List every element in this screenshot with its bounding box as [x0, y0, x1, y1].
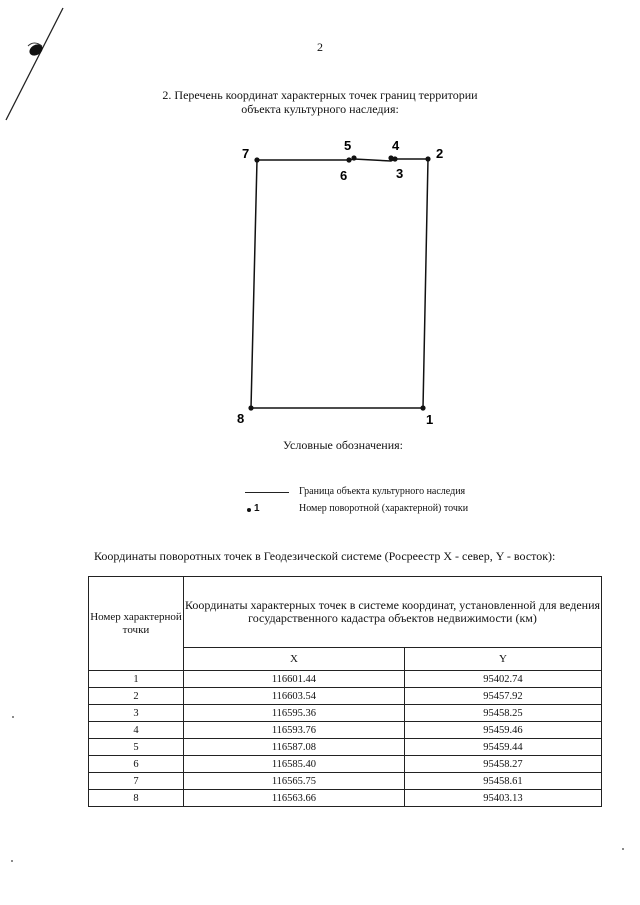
- row-number: 2: [89, 688, 184, 705]
- table-row: [89, 739, 602, 756]
- boundary-scheme: [230, 138, 450, 428]
- section-title: [120, 88, 520, 116]
- row-y: 95457.92: [404, 688, 601, 705]
- row-y: 95458.27: [404, 756, 601, 773]
- row-x: 116565.75: [184, 773, 405, 790]
- row-x: 116563.66: [184, 790, 405, 807]
- section-title-line2: объекта культурного наследия:: [241, 102, 399, 116]
- coordinates-table: [88, 576, 602, 807]
- point-5-label: 5: [344, 138, 352, 153]
- point-8-marker: [248, 405, 253, 410]
- row-y: 95403.13: [404, 790, 601, 807]
- row-number: 3: [89, 705, 184, 722]
- row-number: 7: [89, 773, 184, 790]
- legend-point-row: [245, 503, 505, 517]
- point-4-marker: [388, 155, 393, 160]
- row-y: 95458.61: [404, 773, 601, 790]
- point-7-marker: [254, 157, 259, 162]
- boundary-line: [251, 159, 428, 408]
- point-1-marker: [420, 405, 425, 410]
- row-x: 116587.08: [184, 739, 405, 756]
- row-number: 6: [89, 756, 184, 773]
- scan-speck: [622, 848, 624, 850]
- row-y: 95458.25: [404, 705, 601, 722]
- point-3-label: 3: [396, 166, 404, 181]
- legend-point-label: Номер поворотной (характерной) точки: [299, 503, 469, 514]
- scan-speck: [12, 716, 14, 718]
- page-number: 2: [317, 40, 323, 54]
- table-row: [89, 756, 602, 773]
- point-1-label: 1: [426, 412, 434, 427]
- table-row: [89, 671, 602, 688]
- table-row: [89, 790, 602, 807]
- table-caption: Координаты поворотных точек в Геодезической системе (Росреестр X - север, Y - восток):: [94, 549, 556, 563]
- point-7-label: 7: [242, 146, 250, 161]
- point-4-label: 4: [392, 138, 400, 153]
- row-number: 4: [89, 722, 184, 739]
- point-5-marker: [351, 155, 356, 160]
- header-point-number: Номер характерной точки: [89, 577, 184, 671]
- point-6-label: 6: [340, 168, 348, 183]
- table-row: [89, 722, 602, 739]
- table-row: [89, 773, 602, 790]
- row-x: 116603.54: [184, 688, 405, 705]
- row-x: 116601.44: [184, 671, 405, 688]
- legend-point-dot: [247, 508, 251, 512]
- point-8-label: 8: [237, 411, 245, 426]
- row-x: 116595.36: [184, 705, 405, 722]
- row-x: 116585.40: [184, 756, 405, 773]
- legend-point-symbol: 1: [254, 503, 260, 514]
- table-row: [89, 688, 602, 705]
- header-y: Y: [404, 648, 601, 671]
- point-2-marker: [425, 156, 430, 161]
- legend-boundary-row: [245, 486, 505, 500]
- point-6-marker: [346, 157, 351, 162]
- row-number: 5: [89, 739, 184, 756]
- legend-title: Условные обозначения:: [282, 438, 404, 452]
- row-number: 8: [89, 790, 184, 807]
- section-title-line1: 2. Перечень координат характерных точек границ территории: [162, 88, 478, 102]
- legend-line-symbol: [245, 492, 289, 493]
- point-2-label: 2: [436, 146, 444, 161]
- header-coordinates: Координаты характерных точек в системе координат, установленной для ведения государственного кадастра объектов недвижимости (км): [184, 577, 602, 648]
- row-y: 95459.46: [404, 722, 601, 739]
- row-y: 95459.44: [404, 739, 601, 756]
- row-y: 95402.74: [404, 671, 601, 688]
- scan-speck: [11, 860, 13, 862]
- table-row: [89, 705, 602, 722]
- row-x: 116593.76: [184, 722, 405, 739]
- legend-line-label: Граница объекта культурного наследия: [299, 486, 466, 497]
- header-x: X: [184, 648, 405, 671]
- stamp-mark: [0, 0, 80, 130]
- row-number: 1: [89, 671, 184, 688]
